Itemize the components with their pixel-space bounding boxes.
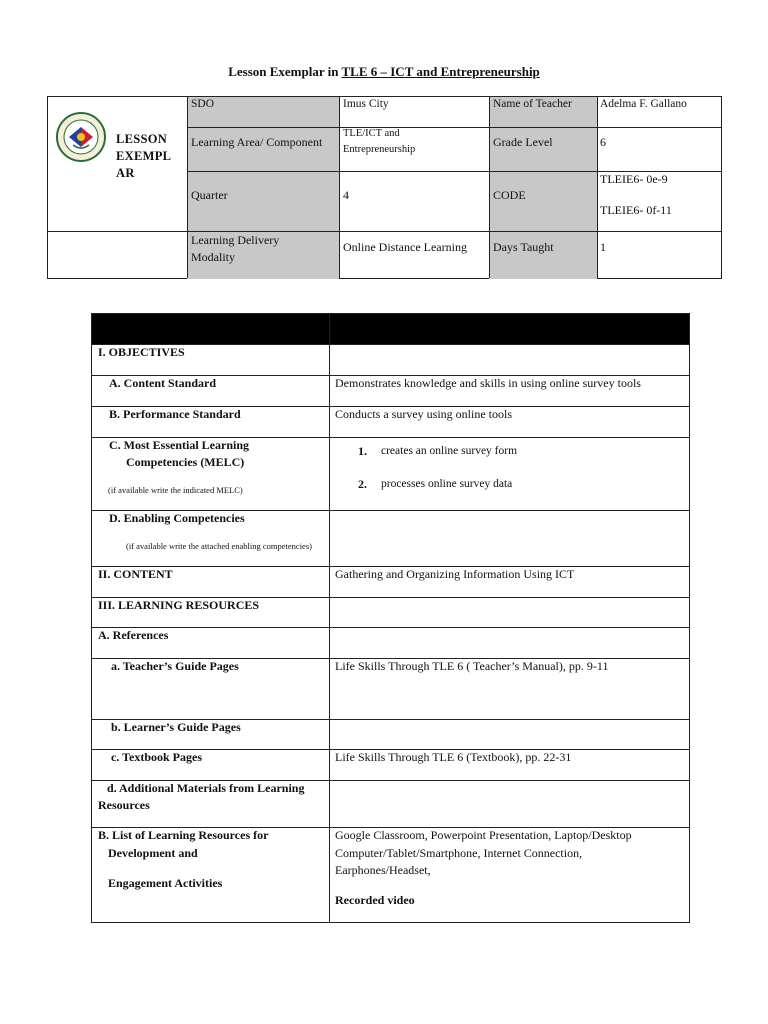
quarter-value: 4 — [343, 188, 349, 202]
performance-standard-label: B. Performance Standard — [109, 407, 241, 421]
references-label: A. References — [98, 628, 169, 642]
area-value: TLE/ICT and Entrepreneurship — [343, 128, 416, 155]
content-standard-label: A. Content Standard — [109, 376, 217, 390]
teacher-value: Adelma F. Gallano — [600, 98, 687, 110]
code-label: CODE — [493, 188, 526, 202]
learners-guide-label: b. Learner’s Guide Pages — [111, 720, 241, 734]
list-resources-line3: Engagement Activities — [108, 876, 223, 890]
teachers-guide-value: Life Skills Through TLE 6 ( Teacher’s Manual), pp. 9-11 — [335, 659, 609, 673]
additional-materials-line1: d. Additional Materials from Learning — [107, 781, 305, 795]
grey-cell — [489, 97, 597, 231]
quarter-label: Quarter — [191, 188, 228, 202]
grid-line — [187, 97, 188, 278]
melc-item-text: creates an online survey form — [381, 445, 518, 457]
sdo-value: Imus City — [343, 98, 389, 110]
grade-label: Grade Level — [493, 135, 553, 149]
grid-line — [339, 97, 340, 278]
melc-item-number: 2. — [358, 477, 367, 491]
list-resources-value-4: Recorded video — [335, 893, 415, 907]
area-label: Learning Area/ Component — [191, 135, 323, 149]
list-resources-value-1: Google Classroom, Powerpoint Presentation, Laptop/Desktop — [335, 828, 632, 842]
days-label: Days Taught — [493, 240, 554, 254]
performance-standard-value: Conducts a survey using online tools — [335, 407, 512, 421]
content-value: Gathering and Organizing Information Using ICT — [335, 567, 575, 581]
lesson-exemplar-tag: LESSON EXEMPL AR — [116, 132, 171, 180]
code-value-2: TLEIE6- 0f-11 — [600, 203, 672, 217]
content-standard-value: Demonstrates knowledge and skills in using online survey tools — [335, 376, 641, 390]
title-subject: TLE 6 – ICT and Entrepreneurship — [341, 64, 540, 79]
textbook-label: c. Textbook Pages — [111, 750, 203, 764]
content-label: II. CONTENT — [98, 567, 173, 581]
days-value: 1 — [600, 240, 606, 254]
code-value-1: TLEIE6- 0e-9 — [600, 172, 668, 186]
document-title — [0, 64, 768, 80]
melc-label-line1: C. Most Essential Learning — [109, 438, 250, 452]
additional-materials-line2: Resources — [98, 798, 150, 812]
deped-seal-logo — [55, 111, 107, 163]
table-header-bar — [92, 314, 689, 344]
row-divider — [92, 627, 689, 628]
objectives-label: I. OBJECTIVES — [98, 345, 185, 359]
modality-label: Learning Delivery Modality — [191, 233, 280, 264]
grid-line — [489, 97, 490, 278]
teacher-label: Name of Teacher — [493, 98, 572, 110]
textbook-value: Life Skills Through TLE 6 (Textbook), pp. 22-31 — [335, 750, 572, 764]
header-table — [47, 96, 722, 279]
list-resources-value-3: Earphones/Headset, — [335, 863, 431, 877]
list-resources-value-2: Computer/Tablet/Smartphone, Internet Connection, — [335, 846, 583, 860]
sdo-label: SDO — [191, 98, 215, 110]
modality-value: Online Distance Learning — [343, 240, 467, 254]
enabling-note: (if available write the attached enabling competencies) — [126, 541, 312, 551]
title-prefix: Lesson Exemplar in — [228, 64, 342, 79]
learning-resources-label: III. LEARNING RESOURCES — [98, 598, 260, 612]
grid-line — [48, 231, 721, 232]
enabling-competencies-label: D. Enabling Competencies — [109, 511, 245, 525]
teachers-guide-label: a. Teacher’s Guide Pages — [111, 659, 239, 673]
melc-note: (if available write the indicated MELC) — [108, 485, 243, 495]
list-resources-line2: Development and — [108, 846, 198, 860]
grey-cell — [187, 97, 339, 231]
grid-line — [597, 97, 598, 278]
melc-label-line2: Competencies (MELC) — [126, 455, 245, 469]
melc-item-number: 1. — [358, 444, 367, 458]
grade-value: 6 — [600, 135, 606, 149]
grey-cell — [489, 231, 597, 279]
melc-item-text: processes online survey data — [381, 478, 513, 490]
lesson-plan-table — [91, 313, 690, 923]
list-resources-line1: B. List of Learning Resources for — [98, 828, 269, 842]
